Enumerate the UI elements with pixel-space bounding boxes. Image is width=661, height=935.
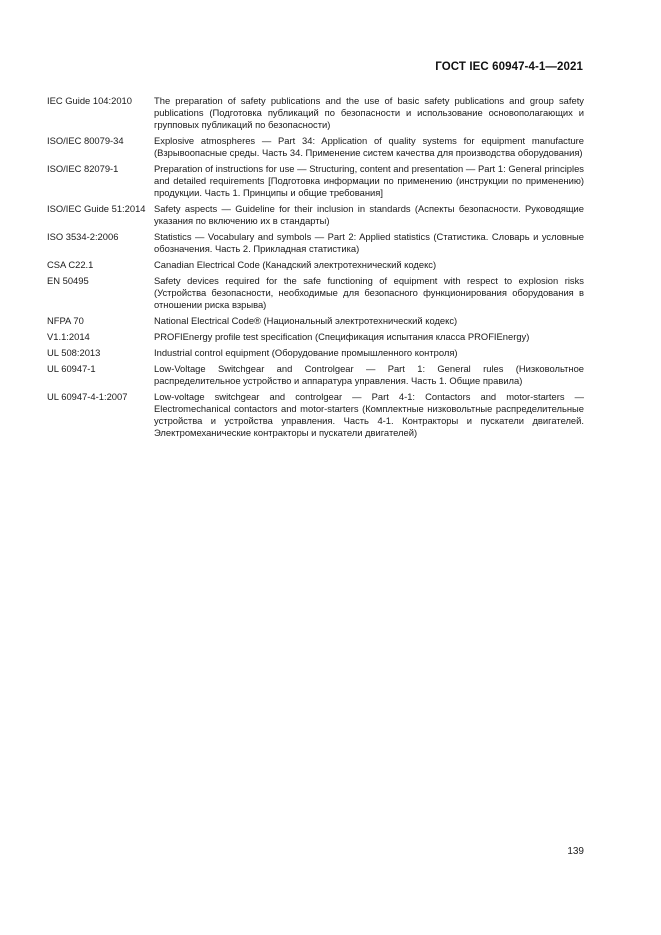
reference-code: ISO/IEC 80079-34 bbox=[47, 135, 124, 146]
bibliography-entry bbox=[47, 347, 584, 359]
reference-title: Low-voltage switchgear and controlgear — Part 4-1: Contactors and motor-starters — Electromechanical contactors and motor-starters (Комплектные низковольтные распределительные устройства и устройства управления. Часть 4-1. Контракторы и пускатели двигателей. Электромеханические контракторы и пускатели двигателей) bbox=[154, 391, 584, 438]
page-header-standard-id: ГОСТ IEC 60947-4-1—2021 bbox=[435, 61, 583, 73]
reference-code: ISO/IEC 82079-1 bbox=[47, 163, 119, 174]
reference-code: UL 508:2013 bbox=[47, 347, 101, 358]
reference-code: ISO/IEC Guide 51:2014 bbox=[47, 203, 146, 214]
reference-title: Industrial control equipment (Оборудование промышленного контроля) bbox=[154, 347, 458, 358]
reference-code: IEC Guide 104:2010 bbox=[47, 95, 132, 106]
bibliography-entry bbox=[47, 391, 584, 439]
reference-code: NFPA 70 bbox=[47, 315, 84, 326]
reference-title: Canadian Electrical Code (Канадский электротехнический кодекс) bbox=[154, 259, 437, 270]
bibliography-entry bbox=[47, 203, 584, 227]
reference-code: EN 50495 bbox=[47, 275, 89, 286]
reference-title: Preparation of instructions for use — Structuring, content and presentation — Part 1: General principles and detailed requirements [Подготовка информации по применению (инструкции по применению) продукции. Часть 1. Принципы и общие требования] bbox=[154, 163, 584, 198]
bibliography-entry bbox=[47, 135, 584, 159]
bibliography-list bbox=[47, 95, 584, 443]
reference-title: PROFIEnergy profile test specification (Спецификация испытания класса PROFIEnergy) bbox=[154, 331, 530, 342]
reference-code: ISO 3534-2:2006 bbox=[47, 231, 119, 242]
bibliography-entry bbox=[47, 259, 584, 271]
reference-title: Explosive atmospheres — Part 34: Application of quality systems for equipment manufacture (Взрывоопасные среды. Часть 34. Применение систем качества для производства оборудования) bbox=[154, 135, 584, 158]
bibliography-entry bbox=[47, 275, 584, 311]
page-number: 139 bbox=[567, 846, 584, 857]
reference-title: Safety devices required for the safe functioning of equipment with respect to explosion risks (Устройства безопасности, необходимые для безопасного функционирования оборудования в отношении риска взрыва) bbox=[154, 275, 584, 310]
bibliography-entry bbox=[47, 163, 584, 199]
reference-code: V1.1:2014 bbox=[47, 331, 90, 342]
bibliography-entry bbox=[47, 315, 584, 327]
reference-title: Safety aspects — Guideline for their inclusion in standards (Аспекты безопасности. Руководящие указания по включению их в стандарты) bbox=[154, 203, 584, 226]
reference-code: CSA C22.1 bbox=[47, 259, 94, 270]
bibliography-entry bbox=[47, 363, 584, 387]
reference-code: UL 60947-4-1:2007 bbox=[47, 391, 128, 402]
reference-title: The preparation of safety publications and the use of basic safety publications and group safety publications (Подготовка публикаций по безопасности и использование основополагающих и групповых публикаций по безопасности) bbox=[154, 95, 584, 130]
bibliography-entry bbox=[47, 331, 584, 343]
reference-title: Low-Voltage Switchgear and Controlgear — Part 1: General rules (Низковольтное распределительное устройство и аппаратура управления. Часть 1. Общие правила) bbox=[154, 363, 584, 386]
reference-code: UL 60947-1 bbox=[47, 363, 96, 374]
reference-title: National Electrical Code® (Национальный электротехнический кодекс) bbox=[154, 315, 458, 326]
bibliography-entry bbox=[47, 95, 584, 131]
bibliography-entry bbox=[47, 231, 584, 255]
reference-title: Statistics — Vocabulary and symbols — Part 2: Applied statistics (Статистика. Словарь и условные обозначения. Часть 2. Прикладная статистика) bbox=[154, 231, 584, 254]
